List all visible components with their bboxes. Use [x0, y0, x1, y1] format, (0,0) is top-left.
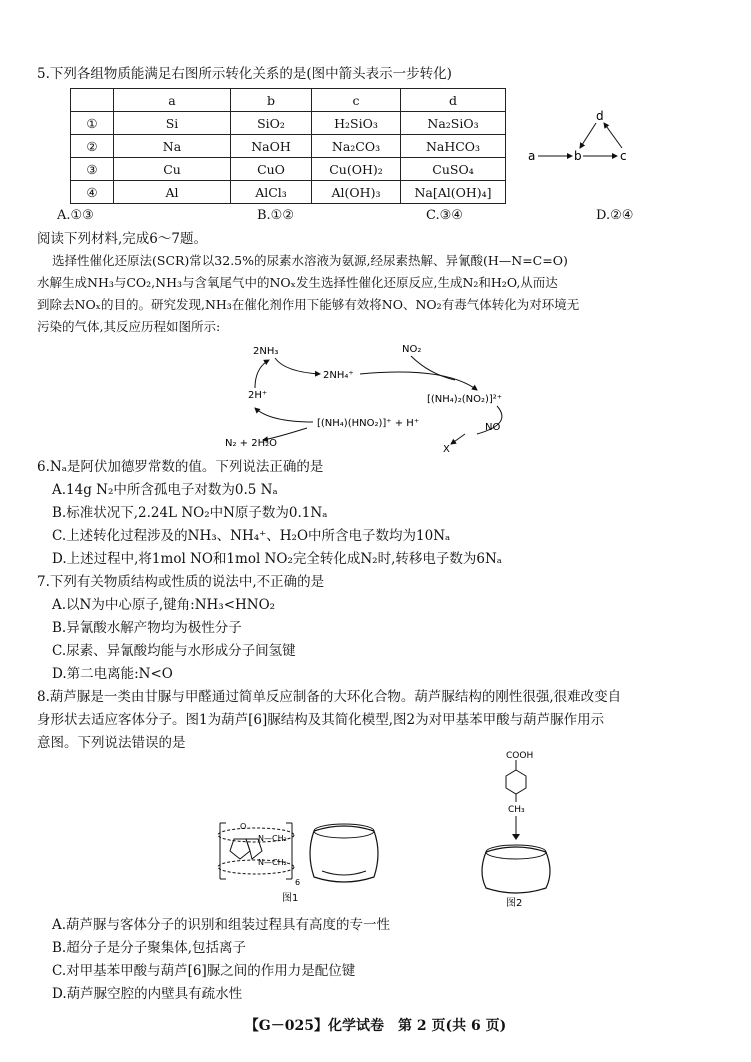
q8-stem-line: 意图。下列说法错误的是: [37, 735, 186, 751]
table-cell: AlCl₃: [231, 181, 312, 204]
table-row: [71, 135, 506, 158]
q5-option-c: C.③④: [426, 208, 463, 223]
q8-option-b: B.超分子是分子聚集体,包括离子: [52, 940, 247, 956]
arrow-no2-in: [411, 356, 455, 380]
table-cell: CuO: [231, 158, 312, 181]
q8-option-d: D.葫芦脲空腔的内壁具有疏水性: [52, 986, 243, 1002]
q5-option-b: B.①②: [257, 208, 294, 223]
table-header: [71, 89, 114, 112]
species-nh3: 2NH₃: [253, 346, 279, 357]
q5-stem: 5.下列各组物质能满足右图所示转化关系的是(图中箭头表示一步转化): [37, 66, 452, 82]
cooh-label: COOH: [506, 751, 534, 761]
table-row: [71, 158, 506, 181]
node-b: b: [574, 149, 582, 163]
node-d: d: [596, 109, 604, 123]
table-header: c: [312, 89, 401, 112]
species-x: X: [443, 444, 450, 455]
table-cell: ①: [71, 112, 114, 135]
table-cell: NaHCO₃: [401, 135, 506, 158]
table-cell: Al: [114, 181, 231, 204]
figure-2: [468, 748, 578, 908]
table-row: [71, 181, 506, 204]
q6-option-d: D.上述过程中,将1mol NO和1mol NO₂完全转化成N₂时,转移电子数为6Nₐ: [52, 551, 502, 567]
reading-line: 到除去NOₓ的目的。研究发现,NH₃在催化剂作用下能够有效将NO、NO₂有毒气体转化为对环境无: [37, 297, 580, 312]
page-footer: 【G－025】化学试卷 第 2 页(共 6 页): [244, 1018, 507, 1034]
table-row: [71, 112, 506, 135]
q5-table: [70, 88, 506, 204]
benzene-ring: [506, 770, 526, 794]
q8-option-a: A.葫芦脲与客体分子的识别和组装过程具有高度的专一性: [52, 917, 391, 933]
figure-2-caption: 图2: [506, 898, 523, 908]
species-complex2: [(NH₄)(HNO₂)]⁺ + H⁺: [317, 418, 420, 429]
q6-option-b: B.标准状况下,2.24L NO₂中N原子数为0.1Nₐ: [52, 505, 328, 521]
reading-line: 选择性催化还原法(SCR)常以32.5%的尿素水溶液为氨源,经尿素热解、异氰酸(H—N=C=O): [52, 253, 568, 268]
table-cell: Al(OH)₃: [312, 181, 401, 204]
reading-line: 水解生成NH₃与CO₂,NH₃与含氧尾气中的NOₓ发生选择性催化还原反应,生成N₂和H₂O,从而达: [37, 275, 558, 290]
table-cell: SiO₂: [231, 112, 312, 135]
reading-intro: 阅读下列材料,完成6～7题。: [37, 231, 207, 247]
ch2-label-top: N—CH₂: [258, 834, 287, 843]
reading-line: 污染的气体,其反应历程如图所示:: [37, 319, 221, 334]
table-cell: Na₂CO₃: [312, 135, 401, 158]
node-c: c: [620, 149, 627, 163]
species-h-plus: 2H⁺: [248, 390, 268, 401]
repeat-count: 6: [295, 878, 301, 887]
q7-option-c: C.尿素、异氰酸均能与水形成分子间氢键: [52, 643, 296, 659]
q8-option-c: C.对甲基苯甲酸与葫芦[6]脲之间的作用力是配位键: [52, 963, 356, 979]
arrow-h-nh3: [255, 360, 269, 388]
table-cell: Na[Al(OH)₄]: [401, 181, 506, 204]
oxygen-label: O: [240, 822, 247, 831]
species-no: NO: [485, 422, 501, 433]
table-header: b: [231, 89, 312, 112]
table-cell: Na₂SiO₃: [401, 112, 506, 135]
species-products: N₂ + 2H₂O: [225, 438, 277, 449]
table-cell: ④: [71, 181, 114, 204]
arrow-c-d: [604, 123, 622, 148]
reaction-scheme: [215, 338, 545, 456]
ch3-label: CH₃: [508, 805, 525, 815]
arrow-nh3-nh4: [275, 358, 320, 374]
table-header-row: [71, 89, 506, 112]
table-cell: Cu(OH)₂: [312, 158, 401, 181]
q7-stem: 7.下列有关物质结构或性质的说法中,不正确的是: [37, 574, 325, 590]
species-nh4: 2NH₄⁺: [323, 370, 354, 381]
arrow-head: [512, 834, 520, 840]
table-cell: ③: [71, 158, 114, 181]
species-complex1: [(NH₄)₂(NO₂)]²⁺: [427, 394, 503, 405]
q5-option-d: D.②④: [596, 208, 634, 223]
table-cell: Cu: [114, 158, 231, 181]
species-no2: NO₂: [402, 344, 422, 355]
q6-stem: 6.Nₐ是阿伏加德罗常数的值。下列说法正确的是: [37, 459, 324, 475]
figure-1-caption: 图1: [282, 893, 299, 904]
table-cell: ②: [71, 135, 114, 158]
figure-1: [210, 815, 390, 905]
arrow-d-b: [580, 123, 596, 148]
arrow-to-x: [451, 434, 465, 444]
q7-option-a: A.以N为中心原子,键角:NH₃<HNO₂: [52, 597, 276, 613]
ch2-label-bottom: N—CH₂: [258, 858, 287, 867]
cavity-bottom: [322, 871, 366, 875]
table-header: d: [401, 89, 506, 112]
cucurbituril-model-1: [310, 826, 378, 882]
table-cell: H₂SiO₃: [312, 112, 401, 135]
q6-option-c: C.上述转化过程涉及的NH₃、NH₄⁺、H₂O中所含电子数均为10Nₐ: [52, 528, 451, 544]
q6-option-a: A.14g N₂中所含孤电子对数为0.5 Nₐ: [52, 482, 278, 498]
q7-option-d: D.第二电离能:N<O: [52, 666, 173, 682]
q5-option-a: A.①③: [57, 208, 94, 223]
q7-option-b: B.异氰酸水解产物均为极性分子: [52, 620, 242, 636]
table-cell: Na: [114, 135, 231, 158]
table-cell: Si: [114, 112, 231, 135]
table-header: a: [114, 89, 231, 112]
arrow-complex2-h: [255, 408, 313, 422]
arrow-nh4-complex1: [360, 372, 477, 390]
node-a: a: [528, 149, 536, 163]
q8-stem-line: 8.葫芦脲是一类由甘脲与甲醛通过简单反应制备的大环化合物。葫芦脲结构的刚性很强,很难改变自: [37, 689, 622, 705]
q8-stem-line: 身形状去适应客体分子。图1为葫芦[6]脲结构及其简化模型,图2为对甲基苯甲酸与葫芦脲作用示: [37, 712, 605, 728]
table-cell: NaOH: [231, 135, 312, 158]
cucurbituril-model-2: [482, 847, 550, 893]
q5-transform-diagram: [520, 105, 640, 175]
table-cell: CuSO₄: [401, 158, 506, 181]
